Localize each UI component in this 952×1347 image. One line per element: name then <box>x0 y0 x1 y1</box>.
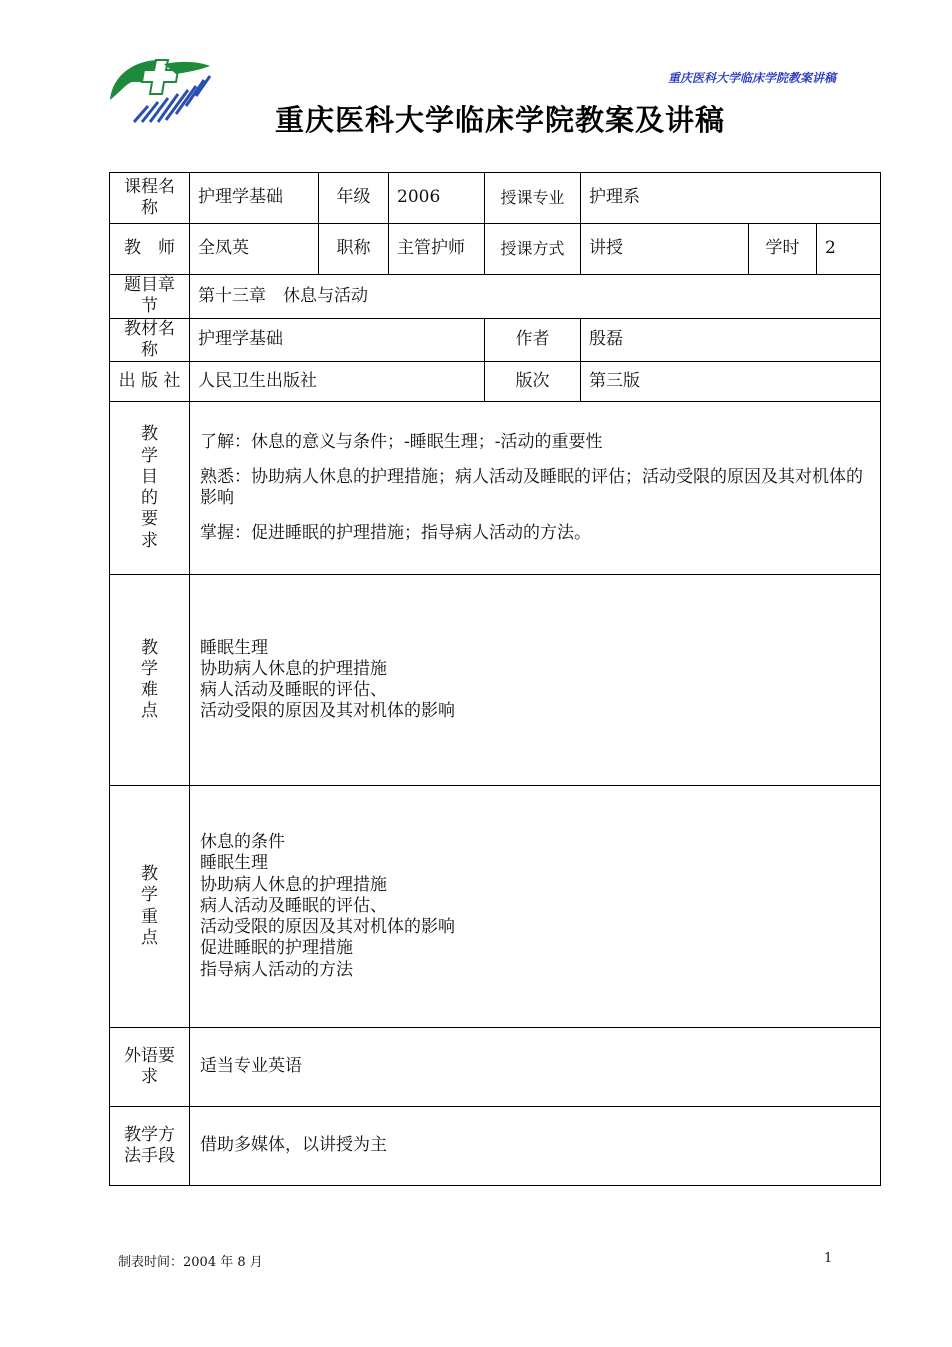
objectives-content <box>190 402 881 575</box>
table-row <box>110 173 881 224</box>
document-title: 重庆医科大学临床学院教案及讲稿 <box>274 103 725 137</box>
objectives-label: 教 学 目 的 要 求 <box>110 402 190 575</box>
table-row <box>110 1107 881 1186</box>
key-point-item: 休息的条件 <box>200 832 285 853</box>
edition-value: 第三版 <box>581 362 881 402</box>
teacher-value: 全凤英 <box>190 224 319 275</box>
teaching-method-label: 教学方法手段 <box>110 1107 190 1186</box>
key-point-item: 病人活动及睡眠的评估、 <box>200 895 387 916</box>
page-number: 1 <box>824 1251 833 1266</box>
table-row <box>110 224 881 275</box>
foreign-language-label: 外语要求 <box>110 1028 190 1107</box>
table-row <box>110 362 881 402</box>
table-row <box>110 275 881 319</box>
course-name-value: 护理学基础 <box>190 173 319 224</box>
method-label: 授课方式 <box>485 224 581 275</box>
major-label: 授课专业 <box>485 173 581 224</box>
major-value: 护理系 <box>581 173 881 224</box>
key-point-item: 协助病人休息的护理措施 <box>200 874 387 895</box>
header-tagline: 重庆医科大学临床学院教案讲稿 <box>667 71 836 85</box>
table-row <box>110 1028 881 1107</box>
foreign-language-value: 适当专业英语 <box>190 1028 881 1107</box>
table-row <box>110 786 881 1028</box>
key-point-item: 指导病人活动的方法 <box>200 959 353 980</box>
publisher-value: 人民卫生出版社 <box>190 362 485 402</box>
hours-value: 2 <box>817 224 881 275</box>
objective-item: 熟悉：协助病人休息的护理措施；病人活动及睡眠的评估；活动受限的原因及其对机体的影响 <box>200 466 863 508</box>
author-value: 殷磊 <box>581 318 881 362</box>
teaching-method-value: 借助多媒体，以讲授为主 <box>190 1107 881 1186</box>
teacher-label: 教 师 <box>110 224 190 275</box>
key-points-label: 教 学 重 点 <box>110 786 190 1028</box>
key-points-content <box>190 786 881 1028</box>
table-row <box>110 318 881 362</box>
chapter-value: 第十三章 休息与活动 <box>190 275 881 319</box>
key-point-item: 促进睡眠的护理措施 <box>200 938 353 959</box>
difficulty-item: 睡眠生理 <box>200 637 268 658</box>
edition-label: 版次 <box>485 362 581 402</box>
difficulty-item: 协助病人休息的护理措施 <box>200 658 387 679</box>
job-title-value: 主管护师 <box>389 224 485 275</box>
lesson-plan-table <box>109 172 881 1186</box>
publisher-label: 出 版 社 <box>110 362 190 402</box>
difficulty-item: 活动受限的原因及其对机体的影响 <box>200 701 455 722</box>
objective-item: 了解：休息的意义与条件；-睡眠生理；-活动的重要性 <box>200 431 603 452</box>
method-value: 讲授 <box>581 224 749 275</box>
difficulty-item: 病人活动及睡眠的评估、 <box>200 680 387 700</box>
table-row <box>110 575 881 786</box>
key-point-item: 活动受限的原因及其对机体的影响 <box>200 917 455 938</box>
objective-item: 掌握：促进睡眠的护理措施；指导病人活动的方法。 <box>200 523 591 544</box>
difficulties-label: 教 学 难 点 <box>110 575 190 786</box>
author-label: 作者 <box>485 318 581 362</box>
footer-date: 制表时间：2004 年 8 月 <box>118 1255 263 1270</box>
table-row <box>110 402 881 575</box>
key-point-item: 睡眠生理 <box>200 853 268 874</box>
course-name-label: 课程名称 <box>110 173 190 224</box>
hours-label: 学时 <box>749 224 817 275</box>
textbook-value: 护理学基础 <box>190 318 485 362</box>
job-title-label: 职称 <box>319 224 389 275</box>
grade-label: 年级 <box>319 173 389 224</box>
chapter-label: 题目章节 <box>110 275 190 319</box>
difficulties-content <box>190 575 881 786</box>
textbook-label: 教材名称 <box>110 318 190 362</box>
grade-value: 2006 <box>389 173 485 224</box>
